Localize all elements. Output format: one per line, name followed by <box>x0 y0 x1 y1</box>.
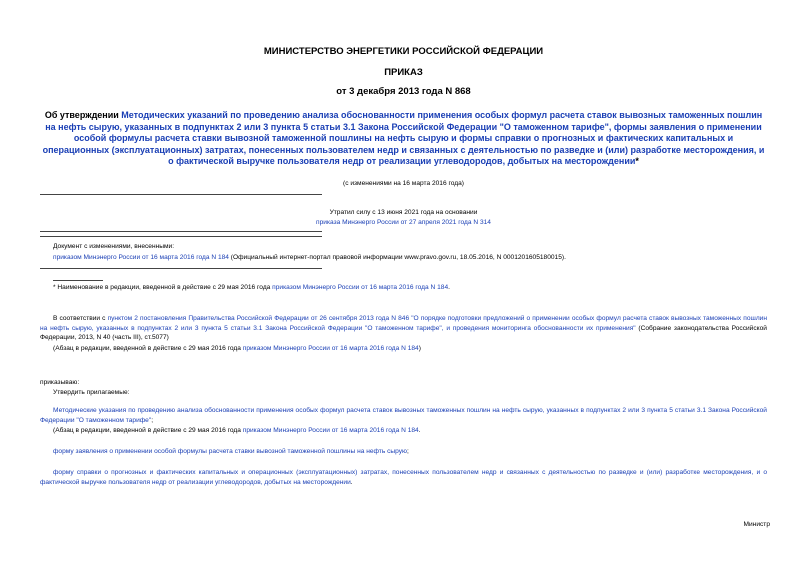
approve-line: Утвердить прилагаемые: <box>53 389 130 396</box>
footnote <box>53 283 773 293</box>
item1-note-text: (Абзац в редакции, введенной в действие с 29 мая 2016 года <box>53 427 243 434</box>
item1-note-end: . <box>418 427 421 434</box>
approved-item-methodology <box>40 406 767 425</box>
divider <box>40 194 322 195</box>
footnote-link[interactable]: приказом Минэнерго России от 16 марта 2016 года N 184 <box>272 284 449 291</box>
document-title <box>40 110 767 168</box>
order-word: приказываю: <box>40 379 80 386</box>
title-suffix: * <box>635 156 639 167</box>
p1-note-text: (Абзац в редакции, введенной в действие с 29 мая 2016 года <box>53 345 243 352</box>
repeal-notice <box>0 208 807 227</box>
item1-link[interactable]: Методические указания по проведению анализа обоснованности применения особых формул расчета ставок вывозных таможенных пошлин на нефть сырую, указанных в подпунктах 2 или 3 пункта 5 статьи 3.1 Закона Российской Федерации "О таможенном тарифе" <box>40 407 767 424</box>
footnote-text: * Наименование в редакции, введенной в действие с 29 мая 2016 года <box>53 284 273 291</box>
changes-line <box>53 253 783 263</box>
divider <box>40 236 322 237</box>
approved-item-application-form <box>53 447 773 457</box>
footnote-divider <box>53 280 103 281</box>
item1-note-link[interactable]: приказом Минэнерго России от 16 марта 2016 года N 184 <box>242 427 419 434</box>
item2-link[interactable]: форму заявления о применении особой формулы расчета ставки вывозной таможенной пошлины на нефть сырую <box>53 448 407 455</box>
repeal-line1: Утратил силу с 13 июня 2021 года на основании <box>329 209 478 216</box>
p1-source: (Собрание законодательства Российской Федерации, 2013, N 40 (часть III), ст.5077) <box>40 324 767 342</box>
item3-link[interactable]: форму справки о прогнозных и фактических капитальных и операционных (эксплуатационных) затратах, понесенных пользователем недр и связанных с деятельностью по разведке и (или) разработке месторождения, и о фактической выручке пользователя недр от реализации углеводородов, добытых на месторождении <box>40 469 767 486</box>
paragraph-basis-note <box>53 344 773 354</box>
amended-note: (с изменениями на 16 марта 2016 года) <box>343 180 464 187</box>
p1-link[interactable]: пунктом 2 постановления Правительства Российской Федерации от 26 сентября 2013 года N 846 "О порядке подготовки предложений о применении особых формул расчета ставок вывозных таможенных пошлин на нефть сырую, указанных в подпунктах 2 или 3 пункта 5 статьи 3.1 Закона Российской Федерации "О таможенном тарифе", и проведения мониторинга обоснованности их применения" <box>40 315 767 332</box>
p1-note-link[interactable]: приказом Минэнерго России от 16 марта 2016 года N 184 <box>242 345 419 352</box>
doc-type-heading: ПРИКАЗ <box>384 67 423 78</box>
item2-end: ; <box>406 448 409 455</box>
signature-title: Министр <box>743 521 770 528</box>
divider <box>40 231 322 232</box>
p1-intro: В соответствии с <box>53 315 108 322</box>
date-number-heading: от 3 декабря 2013 года N 868 <box>336 86 471 97</box>
changes-intro: Документ с изменениями, внесенными: <box>53 243 175 250</box>
footnote-end: . <box>448 284 450 291</box>
p1-note-end: ) <box>418 345 421 352</box>
changes-link[interactable]: приказом Минэнерго России от 16 марта 2016 года N 184 <box>53 254 229 261</box>
item1-note <box>53 426 773 436</box>
item1-end: ; <box>151 416 154 424</box>
repeal-link[interactable]: приказа Минэнерго России от 27 апреля 2021 года N 314 <box>316 218 491 226</box>
changes-rest: (Официальный интернет-портал правовой информации www.pravo.gov.ru, 18.05.2016, N 0001201605180015). <box>228 254 566 261</box>
ministry-heading: МИНИСТЕРСТВО ЭНЕРГЕТИКИ РОССИЙСКОЙ ФЕДЕРАЦИИ <box>263 46 544 57</box>
title-link[interactable]: Методических указаний по проведению анализа обоснованности применения особых формул расчета ставок вывозных таможенных пошлин на нефть сырую, указанных в подпунктах 2 или 3 пункта 5 статьи 3.1 Закона Российской Федерации "О таможенном тарифе", формы заявления о применении особой формулы расчета ставки вывозной таможенной пошлины на нефть сырую и формы справки о прогнозных и фактических капитальных и операционных (эксплуатационных) затратах, понесенных пользователем недр и связанных с деятельностью по разведке и (или) разработке месторождения, и о фактической выручке пользователя недр от реализации углеводородов, добытых на месторождении <box>42 110 765 167</box>
item3-end: . <box>350 478 353 486</box>
approved-item-certificate-form <box>40 468 767 487</box>
divider <box>40 268 322 269</box>
title-prefix: Об утверждении <box>44 110 122 120</box>
paragraph-basis <box>40 314 767 343</box>
